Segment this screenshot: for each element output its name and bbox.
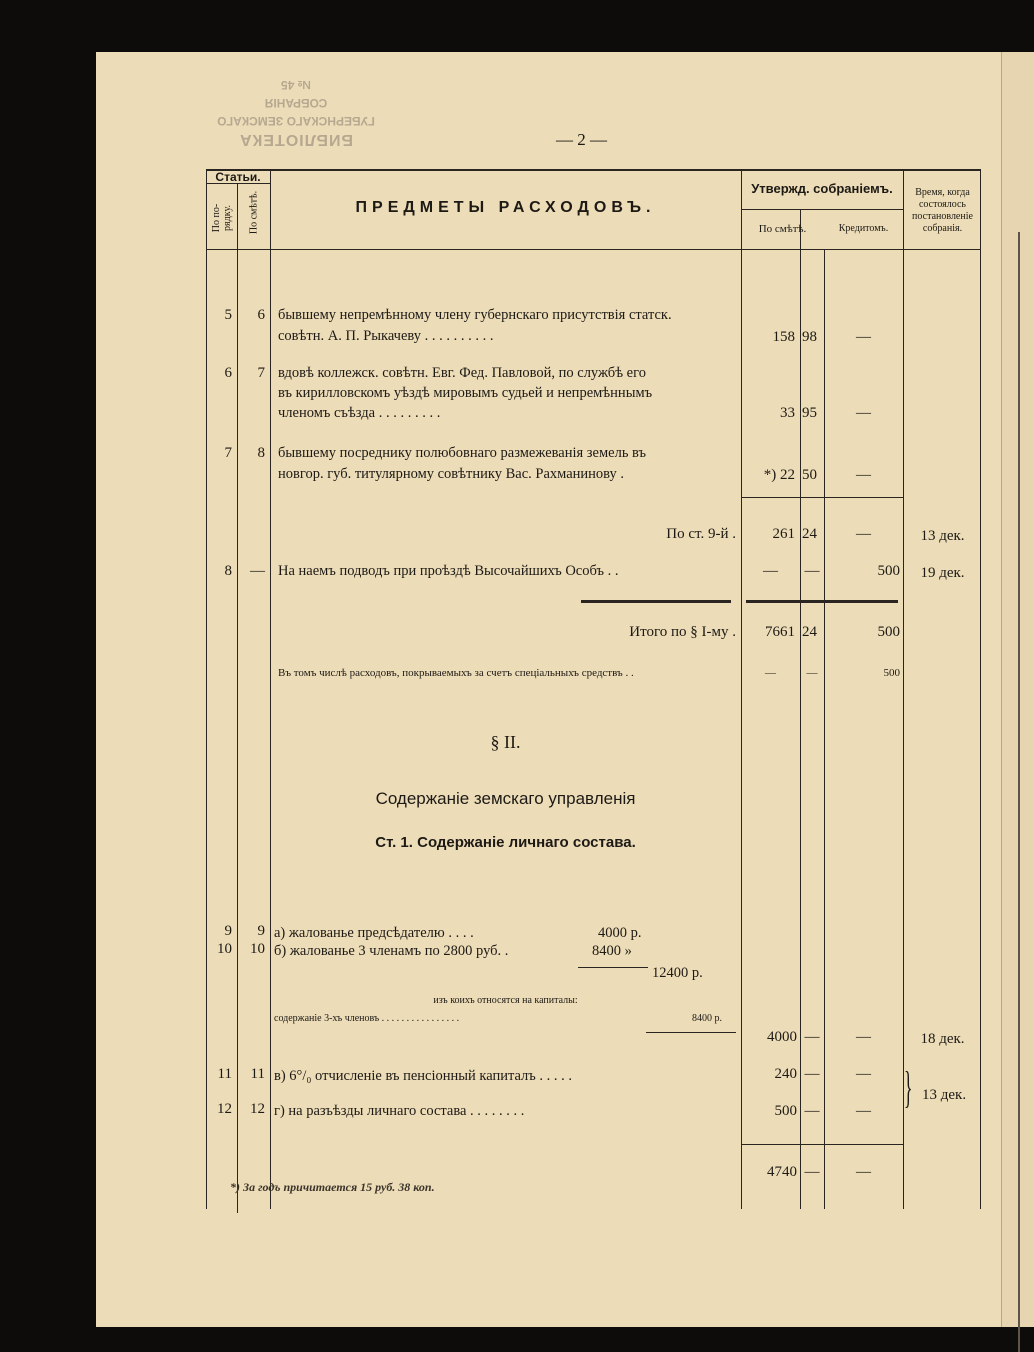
amount-rub: *) 22 xyxy=(763,467,795,483)
amount-kop: 24 xyxy=(802,624,817,640)
salary-rule xyxy=(578,967,648,968)
amount-rub: 4740 xyxy=(767,1164,797,1180)
col-rule xyxy=(800,209,801,1209)
row-number: 7 xyxy=(257,365,265,381)
amount-rub: 261 xyxy=(772,526,795,542)
amount-rub: 7661 xyxy=(765,624,795,640)
subtotal-label: По ст. 9-й . xyxy=(666,526,736,542)
row-number: 7 xyxy=(224,445,232,461)
row-text: вдовѣ коллежск. совѣтн. Евг. Фед. Павловой, по службѣ его xyxy=(278,365,646,381)
col-rule xyxy=(741,169,742,1209)
amount-rub: — xyxy=(765,667,776,679)
amount-rub: 4000 xyxy=(767,1029,797,1045)
library-stamp: БИБЛІОТЕКА ГУБЕРНСКАГО ЗЕМСКАГО СОБРАНІЯ № 45 xyxy=(217,78,375,148)
amount-rub: 158 xyxy=(772,329,795,345)
capital-line: содержаніе 3-хъ членовъ . . . . . . . . . . . . . . . . xyxy=(274,1013,460,1024)
amount-credit: — xyxy=(856,1103,871,1119)
salary-text: б) жалованье 3 членамъ по 2800 руб. . xyxy=(274,943,509,959)
expense-table xyxy=(206,169,981,1209)
row-number: 6 xyxy=(257,307,265,323)
next-page-edge xyxy=(1001,52,1034,1327)
header-po-poryadku: По по-рядку. xyxy=(211,203,233,233)
amount-kop: 24 xyxy=(802,526,817,542)
page-number: — 2 — xyxy=(556,130,607,149)
amount-credit: — xyxy=(856,405,871,421)
row-number: 8 xyxy=(224,563,232,579)
col-rule xyxy=(270,169,271,1209)
date-cell: 13 дек. xyxy=(922,1087,967,1103)
header-kreditom: Кредитомъ. xyxy=(838,223,889,234)
final-rule xyxy=(741,1144,903,1145)
salary-text: а) жалованье предсѣдателю . . . . xyxy=(274,925,474,941)
row-number: 10 xyxy=(217,941,232,957)
total-label: Итого по § І-му . xyxy=(629,624,736,640)
utverzhd-rule xyxy=(741,209,903,210)
col-rule xyxy=(980,169,981,1209)
amount-kop: 95 xyxy=(802,405,817,421)
amount-credit: — xyxy=(856,526,871,542)
row-text: совѣтн. А. П. Рыкачеву . . . . . . . . . . xyxy=(278,328,494,344)
header-vremya: Время, когда состоялось постановленіе собранія. xyxy=(912,187,973,234)
row-number: 12 xyxy=(250,1101,265,1117)
salary-amount: 8400 » xyxy=(592,943,632,959)
date-cell: 13 дек. xyxy=(920,528,965,544)
amount-credit: — xyxy=(856,467,871,483)
row-text: въ кирилловскомъ уѣздѣ мировымъ судьей и непремѣннымъ xyxy=(278,385,653,401)
row-number: 5 xyxy=(224,307,232,323)
date-cell: 18 дек. xyxy=(920,1031,965,1047)
col-rule xyxy=(237,183,238,1213)
amount-kop: — xyxy=(804,1066,820,1082)
row-number: 9 xyxy=(224,923,232,939)
amount-rub: 500 xyxy=(774,1103,797,1119)
row-text: На наемъ подводъ при проѣздѣ Высочайшихъ Особъ . . xyxy=(278,563,619,579)
amount-credit: 500 xyxy=(877,624,900,640)
col-rule xyxy=(206,169,207,1209)
col-rule xyxy=(824,249,825,1209)
amount-credit: — xyxy=(856,1164,871,1180)
amount-credit: — xyxy=(856,329,871,345)
capital-rule xyxy=(646,1032,736,1033)
header-utverzhd: Утвержд. собраніемъ. xyxy=(751,181,893,196)
row-number: 8 xyxy=(257,445,265,461)
amount-kop: 98 xyxy=(802,329,817,345)
amount-kop: — xyxy=(804,563,820,579)
document-page xyxy=(96,52,1001,1327)
header-bottom-rule xyxy=(206,249,981,250)
row-number: 9 xyxy=(257,923,265,939)
row-text: новгор. губ. титулярному совѣтнику Вас. Рахманинову . xyxy=(278,466,625,482)
extra-text: г) на разъѣзды личнаго состава . . . . . . . . xyxy=(274,1103,525,1119)
subtotal-rule xyxy=(741,497,903,498)
amount-kop: — xyxy=(804,1029,820,1045)
footnote: *) За годъ причитается 15 руб. 38 коп. xyxy=(230,1180,435,1194)
row-number: — xyxy=(250,563,265,579)
row-text: бывшему непремѣнному члену губернскаго присутствія статск. xyxy=(278,307,672,323)
amount-credit: — xyxy=(856,1066,871,1082)
amount-rub: 33 xyxy=(780,405,795,421)
brace-icon: } xyxy=(904,1063,913,1112)
amount-rub: 240 xyxy=(774,1066,797,1082)
row-number: 11 xyxy=(250,1066,265,1082)
amount-kop: 50 xyxy=(802,467,817,483)
amount-rub: — xyxy=(763,563,778,579)
col-rule xyxy=(903,169,904,1209)
salary-amount: 4000 р. xyxy=(598,925,642,941)
row-number: 10 xyxy=(250,941,265,957)
header-po-smete-col: По смѣтѣ. xyxy=(758,223,807,235)
header-predmety: ПРЕДМЕТЫ РАСХОДОВЪ. xyxy=(355,199,656,216)
total-rule xyxy=(746,600,898,603)
amount-credit: — xyxy=(856,1029,871,1045)
total-rule xyxy=(581,600,731,603)
amount-kop: — xyxy=(804,1164,820,1180)
table-top-rule xyxy=(206,169,981,171)
amount-credit: 500 xyxy=(877,563,900,579)
header-statyi: Статьи. xyxy=(215,170,261,184)
header-po-smete: По смѣтѣ. xyxy=(248,190,260,235)
capital-note: изъ коихъ относятся на капиталы: xyxy=(433,995,578,1006)
row-text: членомъ съѣзда . . . . . . . . . xyxy=(278,405,441,421)
section-subtitle: Содержаніе земскаго управленія xyxy=(375,789,636,808)
date-cell: 19 дек. xyxy=(920,565,965,581)
amount-credit: 500 xyxy=(883,667,900,679)
salary-total: 12400 р. xyxy=(652,965,703,981)
special-funds-label: Въ томъ числѣ расходовъ, покрываемыхъ за счетъ спеціальныхъ средствъ . . xyxy=(278,667,634,679)
row-number: 12 xyxy=(217,1101,232,1117)
amount-kop: — xyxy=(806,667,818,679)
capital-amount: 8400 р. xyxy=(692,1013,722,1024)
row-number: 11 xyxy=(217,1066,232,1082)
row-text: бывшему посреднику полюбовнаго размежеванія земель въ xyxy=(278,445,647,461)
section-title: § II. xyxy=(490,732,521,752)
article-title: Ст. 1. Содержаніе личнаго состава. xyxy=(375,834,636,851)
row-number: 6 xyxy=(224,365,232,381)
amount-kop: — xyxy=(804,1103,820,1119)
extra-text: в) 6°/₀ отчисленіе въ пенсіонный капиталъ . . . . . xyxy=(274,1068,573,1084)
